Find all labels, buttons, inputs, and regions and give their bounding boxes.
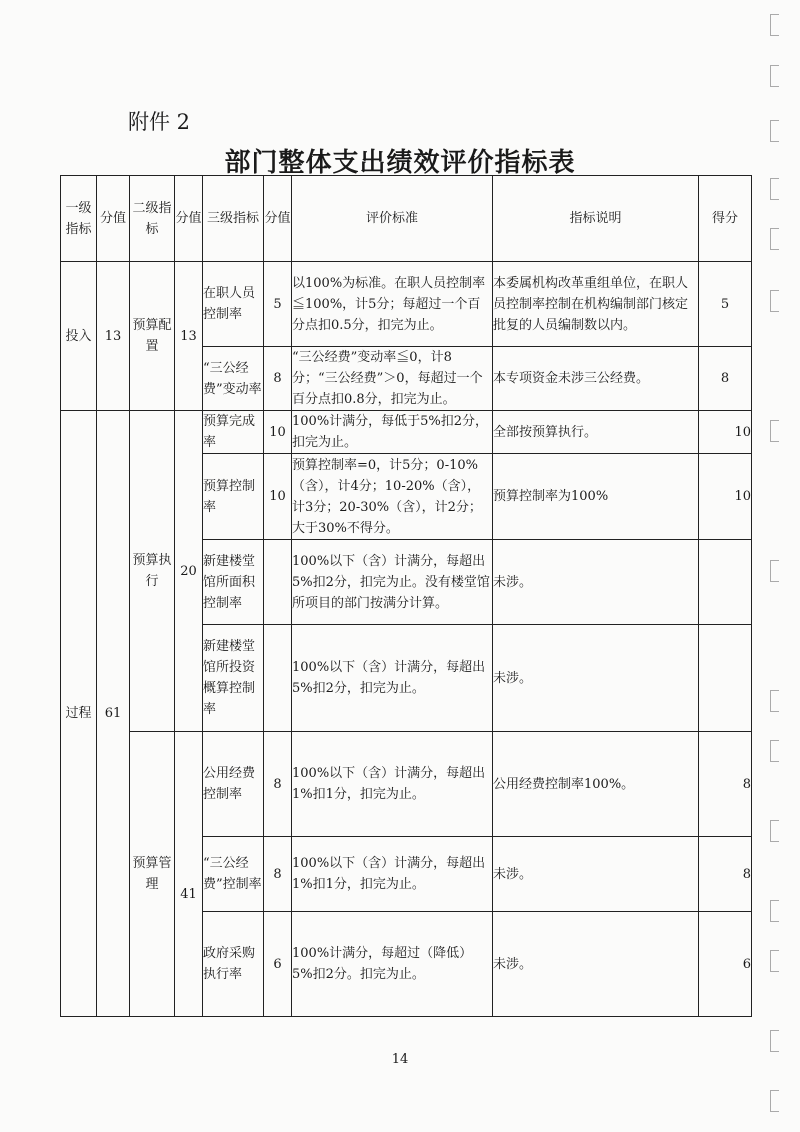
indicator-criteria: 以100%为标准。在职人员控制率≦100%，计5分；每超过一个百分点扣0.5分，扣完为止。 (292, 262, 493, 347)
indicator-note: 未涉。 (493, 837, 699, 912)
table-row (61, 262, 752, 347)
indicator-name: “三公经费”变动率 (203, 347, 264, 411)
indicator-name: 政府采购执行率 (203, 912, 264, 1017)
subgroup-budget-exec-name: 预算执行 (130, 411, 175, 732)
indicator-criteria: 100%以下（含）计满分，每超出1%扣1分，扣完为止。 (292, 837, 493, 912)
indicator-note: 未涉。 (493, 625, 699, 732)
header-note: 指标说明 (493, 176, 699, 262)
evaluation-table (60, 175, 752, 1017)
header-criteria: 评价标准 (292, 176, 493, 262)
header-score1: 分值 (97, 176, 130, 262)
indicator-criteria: “三公经费”变动率≦0，计8分；“三公经费”＞0，每超过一个百分点扣0.8分，扣完为止。 (292, 347, 493, 411)
indicator-score (264, 625, 292, 732)
binder-mark (770, 820, 779, 842)
table-row (61, 732, 752, 837)
indicator-name: 在职人员控制率 (203, 262, 264, 347)
binder-mark (770, 1090, 779, 1112)
binder-mark (770, 290, 779, 312)
indicator-criteria: 100%计满分，每低于5%扣2分，扣完为止。 (292, 411, 493, 454)
header-result: 得分 (699, 176, 752, 262)
group-process-score: 61 (97, 411, 130, 1017)
indicator-criteria: 100%计满分，每超过（降低）5%扣2分。扣完为止。 (292, 912, 493, 1017)
header-level1: 一级指标 (61, 176, 97, 262)
indicator-result: 5 (699, 262, 752, 347)
indicator-note: 公用经费控制率100%。 (493, 732, 699, 837)
attachment-label: 附件 2 (128, 110, 191, 134)
indicator-score: 5 (264, 262, 292, 347)
indicator-result (699, 540, 752, 625)
indicator-result: 10 (699, 411, 752, 454)
indicator-score: 10 (264, 411, 292, 454)
indicator-note: 预算控制率为100% (493, 454, 699, 540)
binder-mark (770, 178, 779, 200)
subgroup-budget-exec-score: 20 (175, 411, 203, 732)
binder-mark (770, 120, 779, 142)
binder-mark (770, 900, 779, 922)
indicator-name: 公用经费控制率 (203, 732, 264, 837)
indicator-score: 8 (264, 347, 292, 411)
indicator-score (264, 540, 292, 625)
indicator-score: 10 (264, 454, 292, 540)
binder-mark (770, 228, 779, 250)
indicator-criteria: 100%以下（含）计满分，每超出1%扣1分，扣完为止。 (292, 732, 493, 837)
subgroup-budget-config-score: 13 (175, 262, 203, 411)
subgroup-budget-config-name: 预算配置 (130, 262, 175, 411)
page-number: 14 (391, 1052, 409, 1067)
binder-mark (770, 950, 779, 972)
header-level2: 二级指标 (130, 176, 175, 262)
group-process-name: 过程 (61, 411, 97, 1017)
indicator-result: 8 (699, 347, 752, 411)
indicator-note: 本专项资金未涉三公经费。 (493, 347, 699, 411)
binder-mark (770, 1030, 779, 1052)
indicator-name: 预算完成率 (203, 411, 264, 454)
indicator-result: 8 (699, 837, 752, 912)
header-score3: 分值 (264, 176, 292, 262)
indicator-criteria: 100%以下（含）计满分，每超出5%扣2分，扣完为止。 (292, 625, 493, 732)
binder-mark (770, 740, 779, 762)
header-level3: 三级指标 (203, 176, 264, 262)
indicator-criteria: 100%以下（含）计满分，每超出5%扣2分，扣完为止。没有楼堂馆所项目的部门按满分计算。 (292, 540, 493, 625)
indicator-score: 8 (264, 732, 292, 837)
page-title: 部门整体支出绩效评价指标表 (224, 148, 576, 178)
group-input-name: 投入 (61, 262, 97, 411)
group-input-score: 13 (97, 262, 130, 411)
binder-mark (770, 14, 779, 36)
indicator-name: “三公经费”控制率 (203, 837, 264, 912)
indicator-note: 全部按预算执行。 (493, 411, 699, 454)
binder-mark (770, 65, 779, 87)
binder-mark (770, 420, 779, 442)
indicator-name: 新建楼堂馆所投资概算控制率 (203, 625, 264, 732)
indicator-name: 预算控制率 (203, 454, 264, 540)
table-row (61, 411, 752, 454)
indicator-note: 未涉。 (493, 540, 699, 625)
header-score2: 分值 (175, 176, 203, 262)
binder-mark (770, 690, 779, 712)
subgroup-budget-mgmt-score: 41 (175, 732, 203, 1017)
indicator-result: 10 (699, 454, 752, 540)
header-row (61, 176, 752, 262)
indicator-result (699, 625, 752, 732)
indicator-score: 8 (264, 837, 292, 912)
binder-mark (770, 560, 779, 582)
indicator-name: 新建楼堂馆所面积控制率 (203, 540, 264, 625)
indicator-criteria: 预算控制率=0，计5分；0-10%（含），计4分；10-20%（含），计3分；20-30%（含），计2分；大于30%不得分。 (292, 454, 493, 540)
indicator-note: 本委属机构改革重组单位，在职人员控制率控制在机构编制部门核定批复的人员编制数以内。 (493, 262, 699, 347)
indicator-score: 6 (264, 912, 292, 1017)
indicator-result: 8 (699, 732, 752, 837)
indicator-note: 未涉。 (493, 912, 699, 1017)
indicator-result: 6 (699, 912, 752, 1017)
subgroup-budget-mgmt-name: 预算管理 (130, 732, 175, 1017)
